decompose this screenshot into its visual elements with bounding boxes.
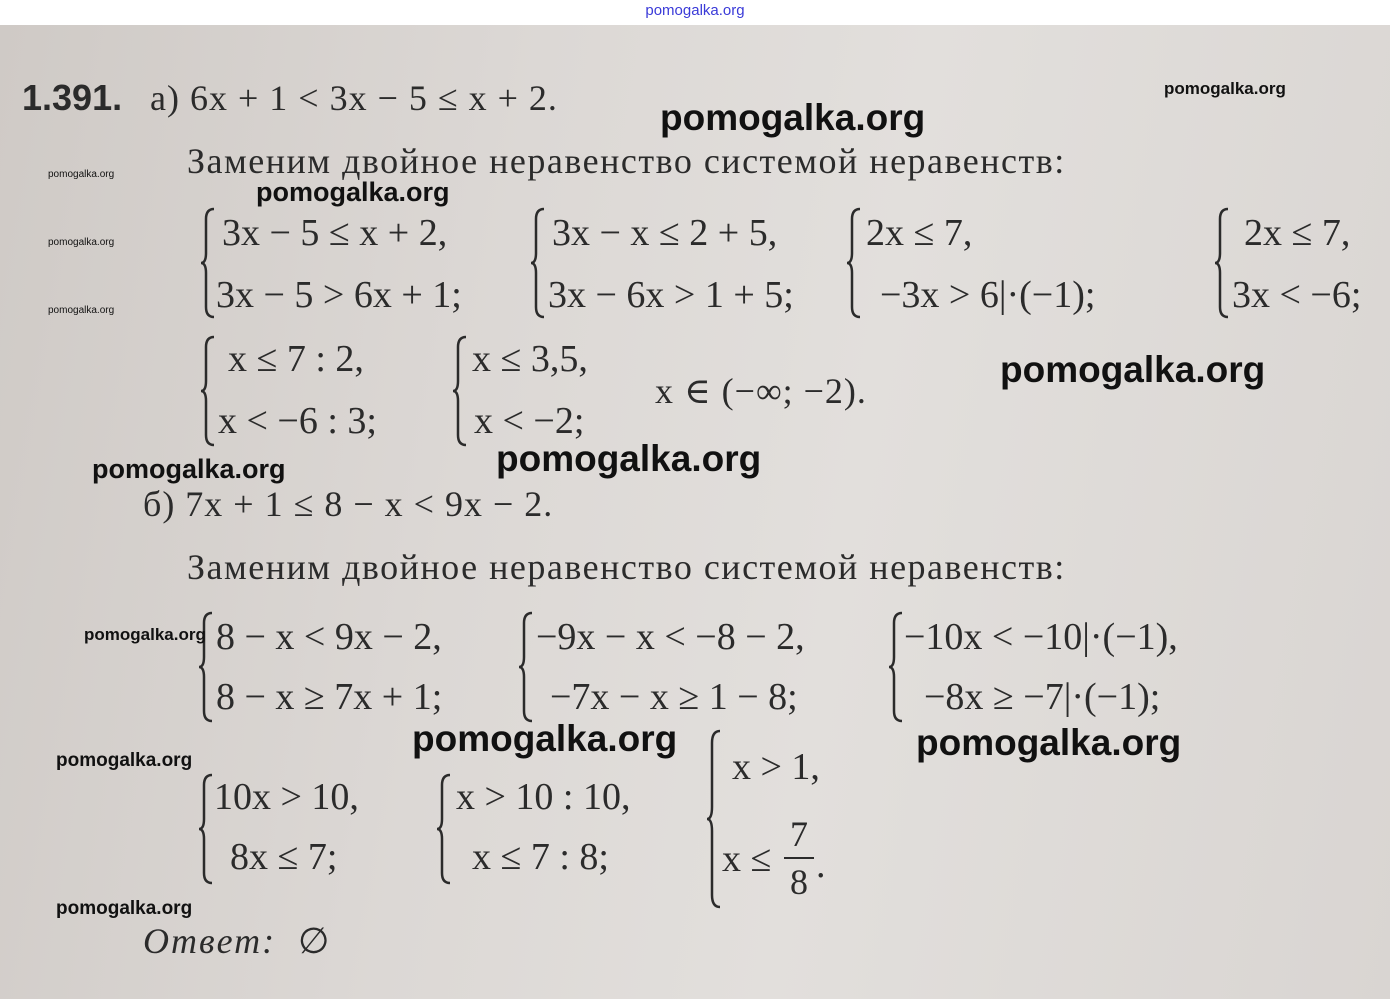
system-brace (436, 773, 452, 885)
watermark: pomogalka.org (48, 305, 115, 316)
system-a3-line2: −3x > 6|·(−1); (880, 274, 1096, 316)
intro-b: Заменим двойное неравенство системой неравенств: (187, 547, 1066, 587)
watermark: pomogalka.org (92, 454, 286, 484)
watermark: pomogalka.org (1164, 79, 1286, 98)
watermark: pomogalka.org (56, 750, 193, 771)
system-b4-line2: 8x ≤ 7; (230, 836, 338, 878)
fraction-bar (784, 857, 814, 859)
problem-number: 1.391. (22, 77, 123, 118)
system-brace (530, 207, 546, 319)
system-b5-line1: x > 10 : 10, (456, 776, 631, 818)
system-a5-line1: x ≤ 7 : 2, (228, 338, 364, 380)
system-brace (1214, 207, 1230, 319)
watermark: pomogalka.org (496, 438, 762, 479)
watermark: pomogalka.org (916, 722, 1182, 763)
answer-value: ∅ (298, 921, 331, 961)
watermark: pomogalka.org (660, 97, 926, 138)
system-a2-line2: 3x − 6x > 1 + 5; (548, 274, 794, 316)
watermark: pomogalka.org (256, 177, 450, 207)
fraction-numerator: 7 (790, 814, 808, 854)
system-a4-line1: 2x ≤ 7, (1244, 212, 1351, 254)
system-brace (200, 207, 216, 319)
answer-label: Ответ: (143, 921, 277, 961)
system-a6-line2: x < −2; (474, 400, 585, 442)
watermark: pomogalka.org (48, 237, 115, 248)
result-a: x ∈ (−∞; −2). (655, 371, 867, 411)
system-a6-line1: x ≤ 3,5, (472, 338, 588, 380)
system-b1-line1: 8 − x < 9x − 2, (216, 616, 442, 658)
system-brace (452, 335, 468, 447)
system-a3-line1: 2x ≤ 7, (866, 212, 973, 254)
watermark: pomogalka.org (56, 898, 193, 919)
system-a1-line2: 3x − 5 > 6x + 1; (216, 274, 462, 316)
system-b3-line1: −10x < −10|·(−1), (904, 616, 1178, 658)
watermark: pomogalka.org (1000, 349, 1266, 390)
condition-b: б) 7x + 1 ≤ 8 − x < 9x − 2. (143, 484, 554, 524)
system-a2-line1: 3x − x ≤ 2 + 5, (552, 212, 778, 254)
system-b6-line1: x > 1, (732, 746, 820, 788)
system-b2-line1: −9x − x < −8 − 2, (536, 616, 805, 658)
fraction (784, 813, 814, 903)
system-a4-line2: 3x < −6; (1232, 274, 1362, 316)
watermark: pomogalka.org (84, 625, 206, 644)
site-header-link[interactable]: pomogalka.org (645, 2, 745, 19)
system-b3-line2: −8x ≥ −7|·(−1); (924, 676, 1161, 718)
site-header (0, 0, 1390, 25)
system-b4-line1: 10x > 10, (214, 776, 359, 818)
system-brace (888, 611, 904, 723)
system-brace (518, 611, 534, 723)
system-b1-line2: 8 − x ≥ 7x + 1; (216, 676, 443, 718)
intro-a: Заменим двойное неравенство системой неравенств: (187, 141, 1066, 181)
watermark: pomogalka.org (48, 169, 115, 180)
textbook-page (0, 25, 1390, 999)
system-brace (198, 773, 214, 885)
condition-a: а) 6x + 1 < 3x − 5 ≤ x + 2. (150, 78, 558, 118)
system-b6-suffix: . (816, 844, 826, 886)
system-brace (706, 729, 722, 909)
system-b5-line2: x ≤ 7 : 8; (472, 836, 609, 878)
system-b2-line2: −7x − x ≥ 1 − 8; (550, 676, 798, 718)
system-b6-line2-prefix: x ≤ (722, 838, 772, 880)
fraction-denominator: 8 (790, 862, 808, 902)
system-brace (846, 207, 862, 319)
system-a1-line1: 3x − 5 ≤ x + 2, (222, 212, 448, 254)
system-brace (200, 335, 216, 447)
system-a5-line2: x < −6 : 3; (218, 400, 377, 442)
watermark: pomogalka.org (412, 718, 678, 759)
